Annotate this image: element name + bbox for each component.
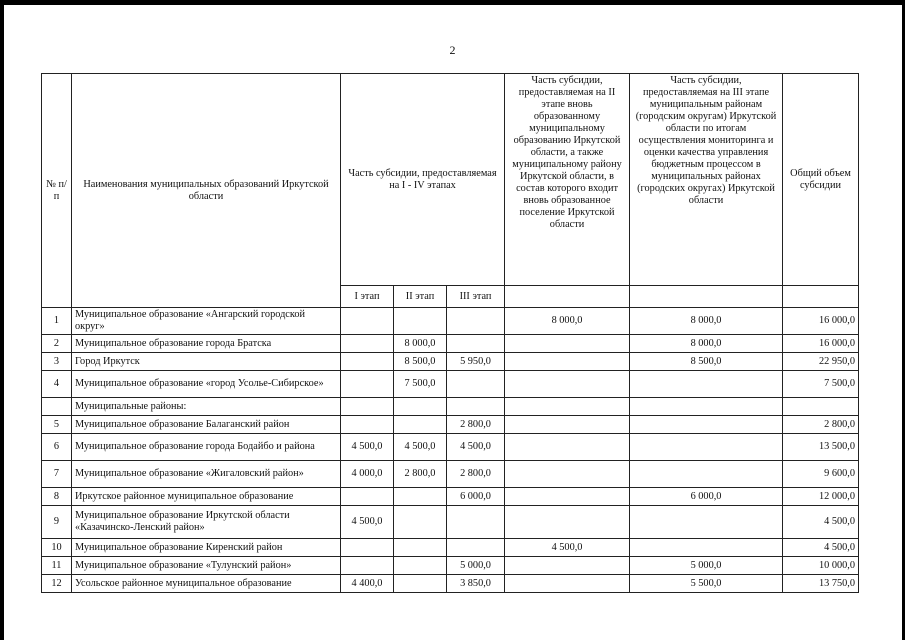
row-part-new: [505, 506, 630, 539]
row-part-monitoring: 5 500,0: [630, 575, 783, 593]
header-part-new: Часть субсидии, предоставляемая на II этапе вновь образованному муниципальному образованию Иркутской области, а также муниципальному району Иркутской области, в состав которого входит вновь образованное поселение Иркутской области: [505, 74, 630, 286]
row-stage2: 2 800,0: [394, 461, 447, 488]
row-part-new: [505, 353, 630, 371]
row-stage2: [394, 488, 447, 506]
row-total: 4 500,0: [783, 506, 859, 539]
row-stage3: 6 000,0: [447, 488, 505, 506]
row-part-new: [505, 416, 630, 434]
row-stage3: 2 800,0: [447, 416, 505, 434]
row-name: Муниципальное образование города Братска: [72, 335, 341, 353]
row-stage1: 4 400,0: [341, 575, 394, 593]
row-part-monitoring: [630, 461, 783, 488]
header-stage2: II этап: [394, 286, 447, 308]
row-num: 7: [42, 461, 72, 488]
row-part-monitoring: 6 000,0: [630, 488, 783, 506]
table-row: [42, 461, 859, 488]
header-name: Наименования муниципальных образований Иркутской области: [72, 74, 341, 308]
row-total: 22 950,0: [783, 353, 859, 371]
table-row: [42, 416, 859, 434]
header-total: Общий объем субсидии: [783, 74, 859, 286]
row-num: 12: [42, 575, 72, 593]
header-empty-total: [783, 286, 859, 308]
header-stage1: I этап: [341, 286, 394, 308]
row-stage2: 8 000,0: [394, 335, 447, 353]
row-stage3: [447, 398, 505, 416]
row-part-new: [505, 488, 630, 506]
row-total: 12 000,0: [783, 488, 859, 506]
row-name: Муниципальное образование Балаганский район: [72, 416, 341, 434]
row-name: Муниципальное образование города Бодайбо и района: [72, 434, 341, 461]
row-num: 3: [42, 353, 72, 371]
row-total: 4 500,0: [783, 539, 859, 557]
row-total: 9 600,0: [783, 461, 859, 488]
row-num: [42, 398, 72, 416]
row-part-monitoring: [630, 506, 783, 539]
row-num: 2: [42, 335, 72, 353]
scan-border-left: [0, 0, 4, 640]
row-name: Муниципальное образование Киренский район: [72, 539, 341, 557]
row-total: [783, 398, 859, 416]
row-stage1: [341, 539, 394, 557]
row-part-monitoring: [630, 371, 783, 398]
row-part-monitoring: [630, 416, 783, 434]
row-stage1: [341, 557, 394, 575]
header-empty-new: [505, 286, 630, 308]
row-num: 6: [42, 434, 72, 461]
row-part-new: [505, 434, 630, 461]
row-part-new: [505, 335, 630, 353]
row-part-monitoring: 8 000,0: [630, 308, 783, 335]
row-name: Иркутское районное муниципальное образование: [72, 488, 341, 506]
row-stage3: [447, 506, 505, 539]
table-row: [42, 308, 859, 335]
row-total: 13 750,0: [783, 575, 859, 593]
row-part-new: 8 000,0: [505, 308, 630, 335]
row-name: Усольское районное муниципальное образование: [72, 575, 341, 593]
row-stage1: [341, 371, 394, 398]
row-part-new: [505, 371, 630, 398]
row-num: 5: [42, 416, 72, 434]
row-total: 7 500,0: [783, 371, 859, 398]
table-row-section: [42, 398, 859, 416]
header-stage3: III этап: [447, 286, 505, 308]
header-stages-group: Часть субсидии, предоставляемая на I - IV этапах: [341, 74, 505, 286]
row-name: Муниципальные районы:: [72, 398, 341, 416]
row-name: Муниципальное образование «город Усолье-Сибирское»: [72, 371, 341, 398]
row-part-new: [505, 461, 630, 488]
row-total: 16 000,0: [783, 335, 859, 353]
row-part-new: [505, 398, 630, 416]
page-number: 2: [449, 43, 456, 57]
header-part-monitoring: Часть субсидии, предоставляемая на III этапе муниципальным районам (городским округам) Иркутской области по итогам осуществления мониторинга и оценки качества управления бюджетным процессом в муниципальных районах (городских округах) Иркутской области: [630, 74, 783, 286]
row-stage2: [394, 308, 447, 335]
row-stage1: [341, 308, 394, 335]
row-num: 8: [42, 488, 72, 506]
row-name: Муниципальное образование Иркутской области «Казачинско-Ленский район»: [72, 506, 341, 539]
table-row: [42, 434, 859, 461]
row-stage1: [341, 488, 394, 506]
row-name: Муниципальное образование «Жигаловский район»: [72, 461, 341, 488]
row-stage2: [394, 416, 447, 434]
row-stage1: 4 000,0: [341, 461, 394, 488]
row-stage3: 5 950,0: [447, 353, 505, 371]
row-part-monitoring: 8 000,0: [630, 335, 783, 353]
row-part-new: [505, 557, 630, 575]
row-stage2: [394, 557, 447, 575]
row-stage2: [394, 575, 447, 593]
row-num: 4: [42, 371, 72, 398]
row-stage3: [447, 308, 505, 335]
row-stage3: [447, 539, 505, 557]
table-row: [42, 557, 859, 575]
row-stage1: 4 500,0: [341, 434, 394, 461]
row-stage2: [394, 398, 447, 416]
row-stage2: 8 500,0: [394, 353, 447, 371]
table-row: [42, 539, 859, 557]
row-part-new: 4 500,0: [505, 539, 630, 557]
row-num: 10: [42, 539, 72, 557]
subsidy-table: [41, 73, 859, 593]
row-num: 9: [42, 506, 72, 539]
row-part-monitoring: [630, 539, 783, 557]
row-part-monitoring: 5 000,0: [630, 557, 783, 575]
row-part-new: [505, 575, 630, 593]
row-num: 1: [42, 308, 72, 335]
table-row: [42, 335, 859, 353]
table-row: [42, 353, 859, 371]
row-name: Муниципальное образование «Тулунский район»: [72, 557, 341, 575]
row-total: 10 000,0: [783, 557, 859, 575]
table-row: [42, 506, 859, 539]
table-row: [42, 575, 859, 593]
row-stage3: [447, 335, 505, 353]
row-stage3: [447, 371, 505, 398]
scan-border-top: [0, 0, 905, 5]
row-part-monitoring: [630, 434, 783, 461]
row-stage2: [394, 506, 447, 539]
row-stage3: 2 800,0: [447, 461, 505, 488]
row-name: Город Иркутск: [72, 353, 341, 371]
row-stage3: 5 000,0: [447, 557, 505, 575]
row-num: 11: [42, 557, 72, 575]
row-stage1: [341, 353, 394, 371]
header-num: № п/п: [42, 74, 72, 308]
row-stage2: 4 500,0: [394, 434, 447, 461]
row-stage2: [394, 539, 447, 557]
row-name: Муниципальное образование «Ангарский городской округ»: [72, 308, 341, 335]
row-stage3: 3 850,0: [447, 575, 505, 593]
table-row: [42, 488, 859, 506]
table-row: [42, 371, 859, 398]
row-total: 2 800,0: [783, 416, 859, 434]
row-stage3: 4 500,0: [447, 434, 505, 461]
row-total: 13 500,0: [783, 434, 859, 461]
row-part-monitoring: [630, 398, 783, 416]
row-total: 16 000,0: [783, 308, 859, 335]
row-stage1: [341, 398, 394, 416]
row-stage2: 7 500,0: [394, 371, 447, 398]
row-stage1: [341, 335, 394, 353]
row-stage1: 4 500,0: [341, 506, 394, 539]
row-stage1: [341, 416, 394, 434]
header-empty-monitoring: [630, 286, 783, 308]
row-part-monitoring: 8 500,0: [630, 353, 783, 371]
